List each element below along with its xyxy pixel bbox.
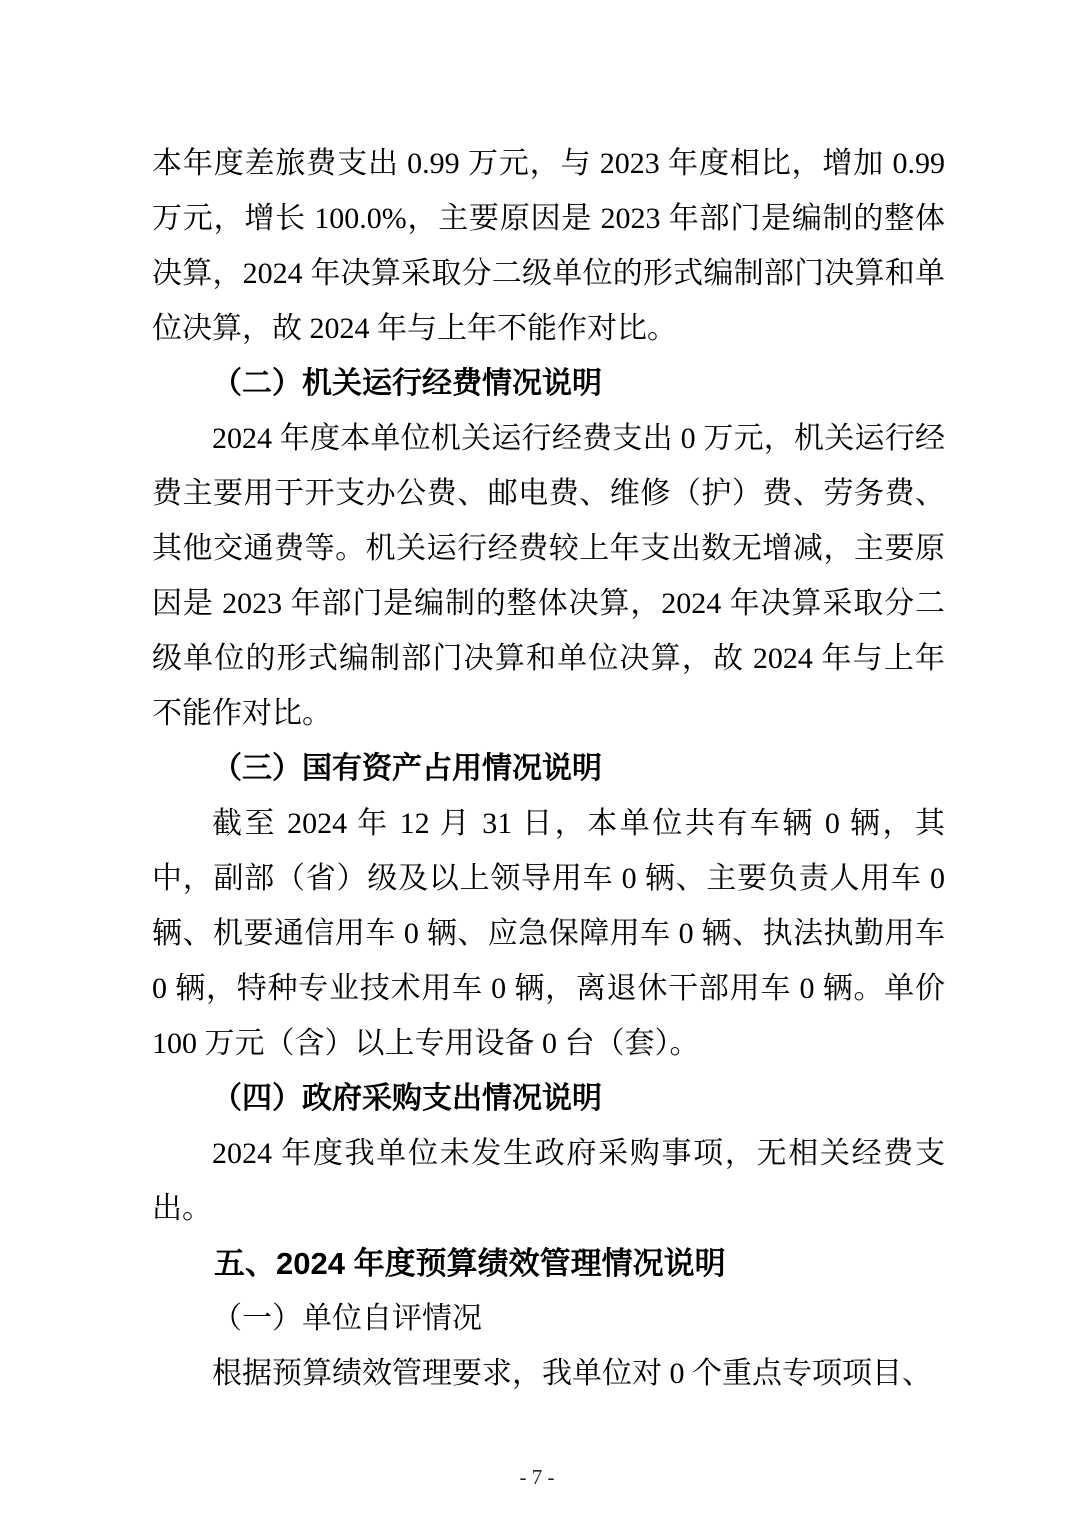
subsection-heading-5-1-self-evaluation: （一）单位自评情况: [212, 1302, 482, 1335]
paragraph-gov-procurement: 2024 年度我单位未发生政府采购事项，无相关经费支出。: [152, 1137, 945, 1225]
paragraph-operating-funds: 2024 年度本单位机关运行经费支出 0 万元，机关运行经费主要用于开支办公费、邮电费、维修（护）费、劳务费、其他交通费等。机关运行经费较上年支出数无增减，主要原因是 2023 年部门是编制的整体决算，2024 年决算采取分二级单位的形式编制部门决算和单位决算，故 2024 年与上年不能作对比。: [152, 422, 945, 730]
document-body: [152, 136, 945, 1401]
section-heading-4-gov-procurement: （四）政府采购支出情况说明: [212, 1082, 602, 1115]
section-heading-3-state-assets: （三）国有资产占用情况说明: [212, 752, 602, 785]
chapter-heading-5-budget-performance: 五、2024 年度预算绩效管理情况说明: [214, 1246, 726, 1281]
paragraph-self-evaluation: 根据预算绩效管理要求，我单位对 0 个重点专项项目、: [212, 1357, 932, 1390]
paragraph-state-assets: 截至 2024 年 12 月 31 日，本单位共有车辆 0 辆，其中，副部（省）级及以上领导用车 0 辆、主要负责人用车 0 辆、机要通信用车 0 辆、应急保障用车 0 辆、执法执勤用车 0 辆，特种专业技术用车 0 辆，离退休干部用车 0 辆。单价 100 万元（含）以上专用设备 0 台（套）。: [152, 807, 945, 1060]
section-heading-2-operating-funds: （二）机关运行经费情况说明: [212, 367, 602, 400]
paragraph-travel-expense-continuation: 本年度差旅费支出 0.99 万元，与 2023 年度相比，增加 0.99 万元，增长 100.0%，主要原因是 2023 年部门是编制的整体决算，2024 年决算采取分二级单位的形式编制部门决算和单位决算，故 2024 年与上年不能作对比。: [152, 147, 945, 345]
page-number-footer: - 7 -: [519, 1465, 555, 1489]
